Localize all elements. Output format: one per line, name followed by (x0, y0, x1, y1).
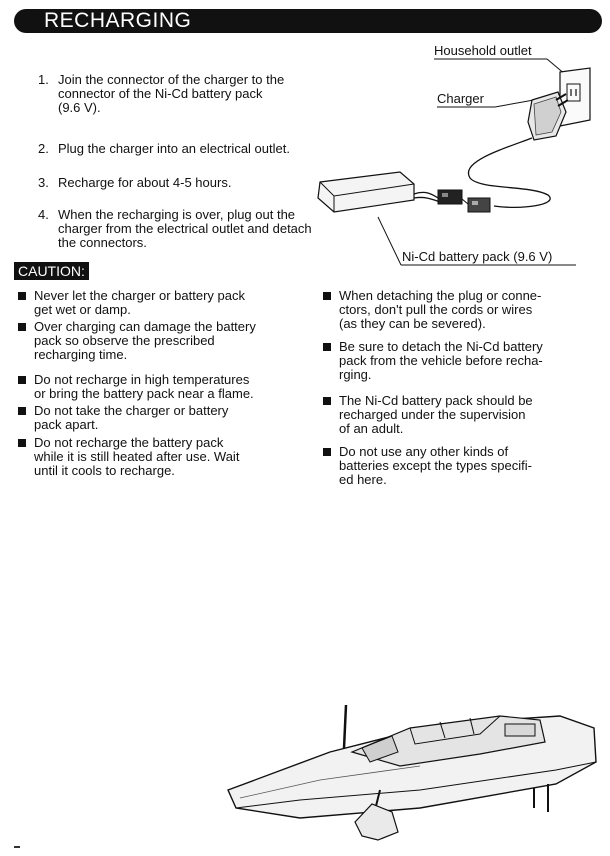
step-number: 2. (38, 141, 49, 156)
caution-text: Over charging can damage the battery pack so observe the prescribed recharging time. (34, 319, 256, 362)
caution-text: Never let the charger or battery pack get wet or damp. (34, 288, 245, 317)
caution-text: Be sure to detach the Ni-Cd battery pack from the vehicle before recha- rging. (339, 339, 543, 382)
step-number: 4. (38, 207, 49, 222)
caution-text: Do not use any other kinds of batteries except the types specifi- ed here. (339, 444, 532, 487)
step-number: 3. (38, 175, 49, 190)
caution-text: Do not take the charger or battery pack apart. (34, 403, 229, 432)
battery-label: Ni-Cd battery pack (9.6 V) (402, 249, 553, 264)
step-number: 1. (38, 72, 49, 87)
caution-heading: CAUTION: (14, 262, 89, 280)
step-text: Recharge for about 4-5 hours. (58, 175, 232, 190)
caution-text: When detaching the plug or conne- ctors, don't pull the cords or wires (as they can be severed). (339, 288, 542, 331)
caution-text: The Ni-Cd battery pack should be recharged under the supervision of an adult. (339, 393, 533, 436)
section-title: RECHARGING (44, 9, 192, 32)
outlet-label: Household outlet (434, 43, 532, 58)
caution-text: Do not recharge in high temperatures or bring the battery pack near a flame. (34, 372, 254, 401)
page-mark (14, 846, 20, 848)
caution-text: Do not recharge the battery pack while it is still heated after use. Wait until it cools to recharge. (34, 435, 240, 478)
charger-label: Charger (437, 91, 484, 106)
step-text: When the recharging is over, plug out the charger from the electrical outlet and detach the connectors. (58, 207, 312, 250)
step-text: Join the connector of the charger to the connector of the Ni-Cd battery pack (9.6 V). (58, 72, 285, 115)
step-text: Plug the charger into an electrical outlet. (58, 141, 290, 156)
